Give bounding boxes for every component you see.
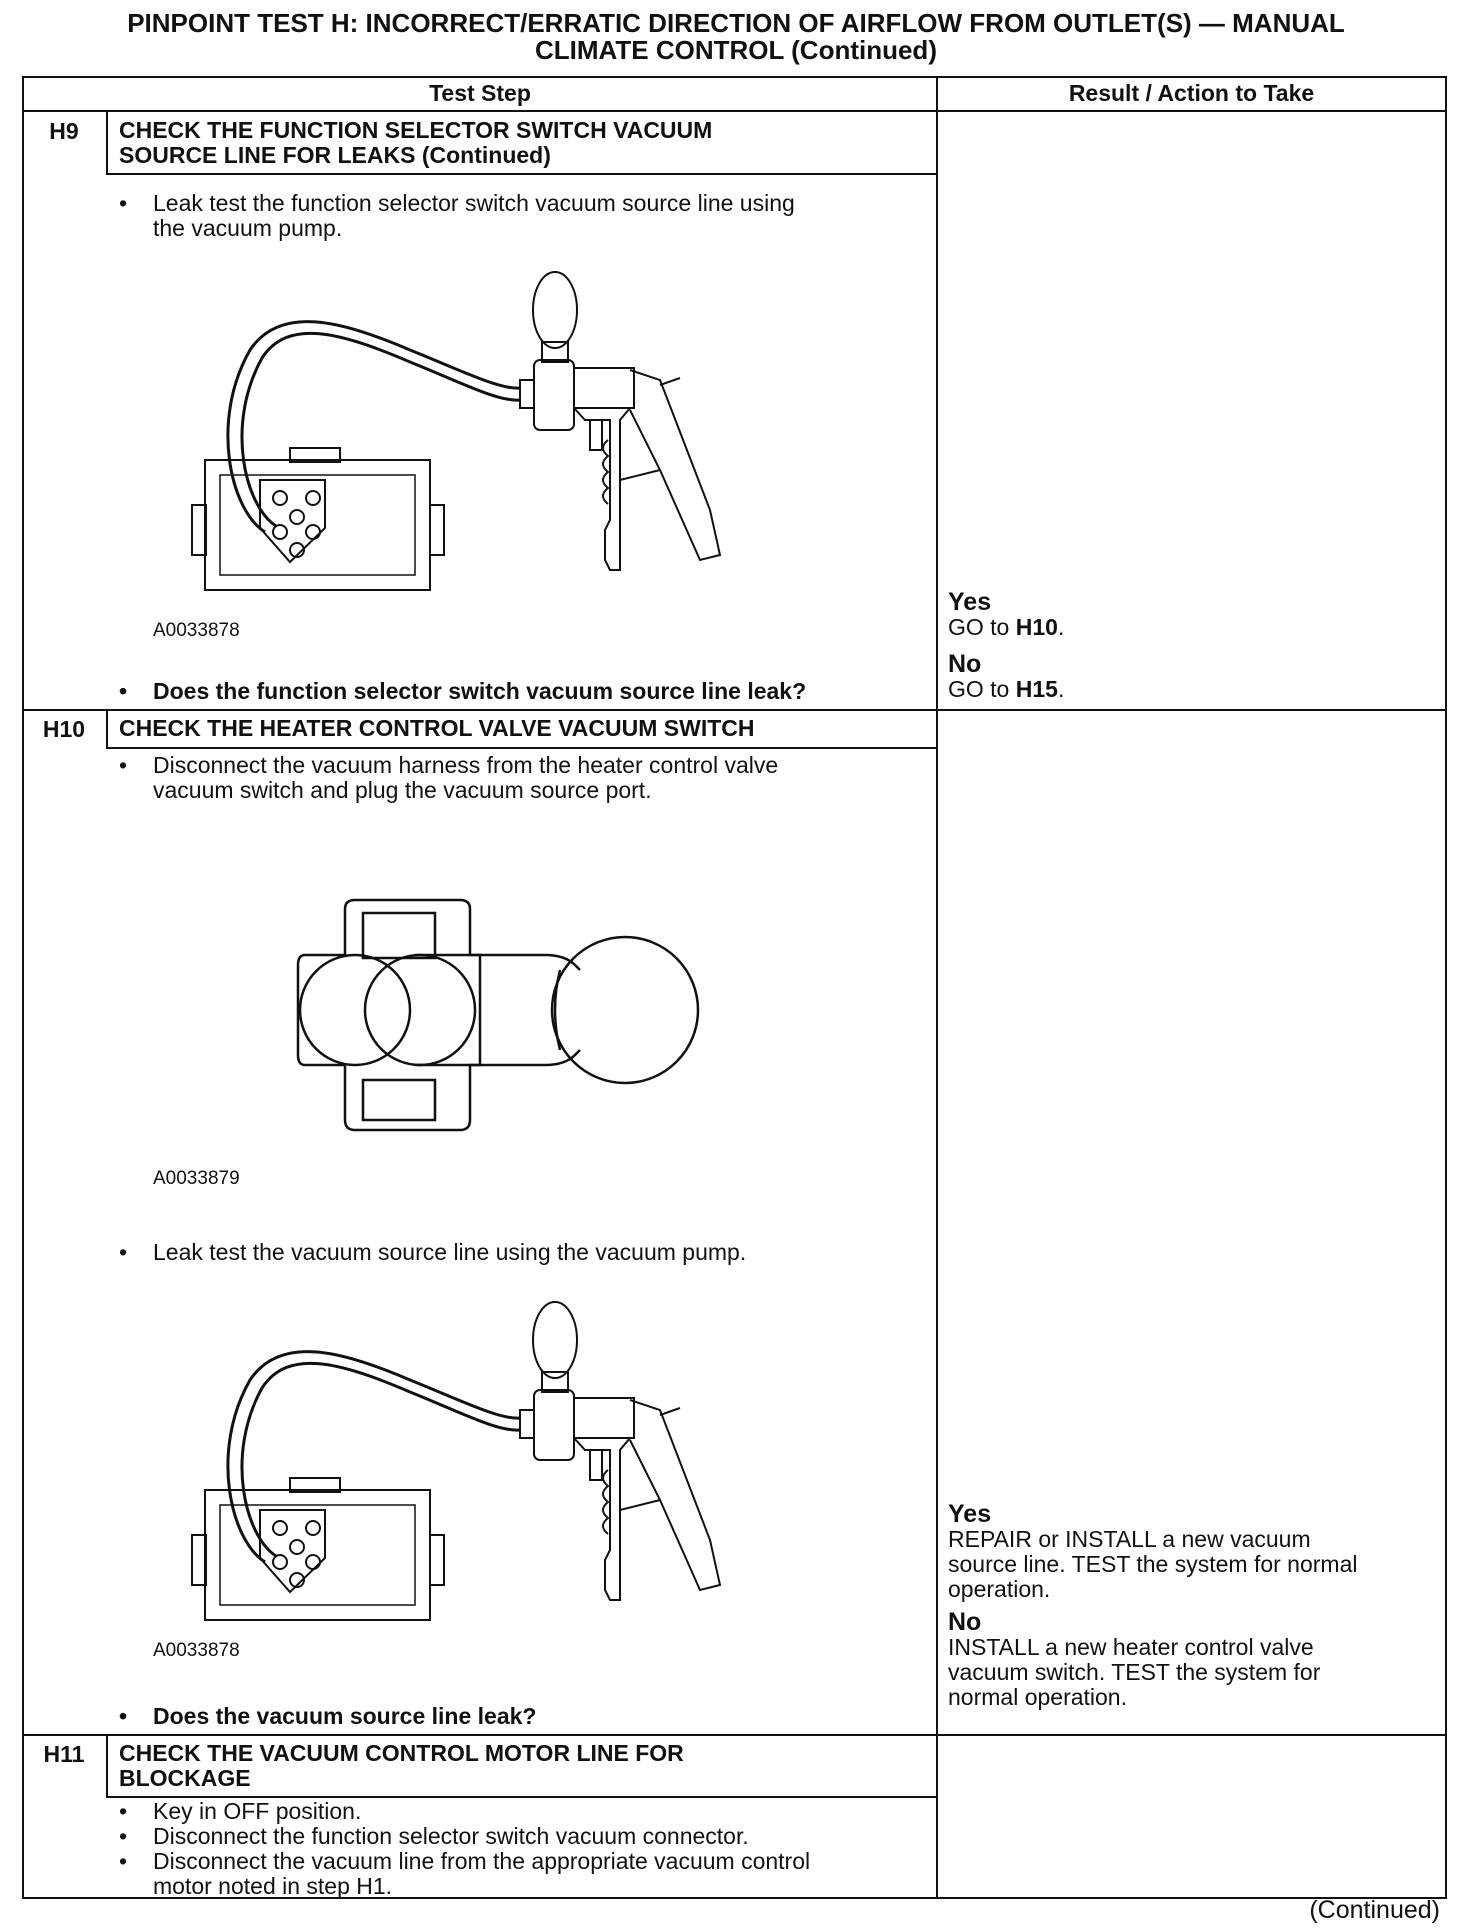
instruction-text: Leak test the vacuum source line using the vacuum pump. <box>153 1239 747 1265</box>
step-id-divider <box>106 112 108 174</box>
page-title-line1: PINPOINT TEST H: INCORRECT/ERRATIC DIRECTION OF AIRFLOW FROM OUTLET(S) — MANUAL <box>127 8 1345 38</box>
column-divider <box>936 76 938 1899</box>
page-title-line2: CLIMATE CONTROL (Continued) <box>535 35 937 65</box>
instruction-text: vacuum switch and plug the vacuum source port. <box>153 777 652 803</box>
row-divider <box>22 1734 1447 1736</box>
result-no-text <box>948 677 1418 702</box>
result-text: INSTALL a new heater control valve <box>948 1634 1314 1660</box>
result-text: source line. TEST the system for normal <box>948 1551 1358 1577</box>
vacuum-pump-illustration <box>190 270 760 600</box>
figure-code: A0033879 <box>153 1168 240 1189</box>
step-id-h10: H10 <box>42 716 86 742</box>
step-title-line: CHECK THE VACUUM CONTROL MOTOR LINE FOR <box>119 1740 684 1766</box>
figure-code: A0033878 <box>153 620 240 641</box>
step-title-h10: CHECK THE HEATER CONTROL VALVE VACUUM SWITCH <box>119 715 755 741</box>
instruction-item <box>119 1240 746 1265</box>
instruction-text: the vacuum pump. <box>153 215 343 241</box>
instruction-item <box>119 753 778 803</box>
instruction-text: Leak test the function selector switch vacuum source line using <box>153 190 795 216</box>
result-no-label: No <box>948 650 982 678</box>
instruction-item <box>119 1799 361 1824</box>
question-text: Does the function selector switch vacuum source line leak? <box>153 678 807 704</box>
question-item <box>119 679 806 704</box>
step-reference: H15 <box>1015 676 1058 702</box>
result-yes-label: Yes <box>948 1500 992 1528</box>
row-divider <box>106 173 938 175</box>
bullet: • <box>119 1798 128 1824</box>
bullet: • <box>119 1239 128 1265</box>
header-divider <box>22 110 1447 112</box>
result-no-label: No <box>948 1608 982 1636</box>
result-text: GO to <box>948 614 1016 640</box>
step-title-line: SOURCE LINE FOR LEAKS (Continued) <box>119 142 551 168</box>
result-text: operation. <box>948 1576 1051 1602</box>
instruction-item <box>119 1824 749 1849</box>
bullet: • <box>119 752 128 778</box>
row-divider <box>106 747 938 749</box>
result-yes-text <box>948 615 1418 640</box>
result-h10 <box>948 1502 1418 1710</box>
header-result: Result / Action to Take <box>1068 80 1315 106</box>
instruction-text: motor noted in step H1. <box>153 1873 393 1899</box>
figure-code: A0033878 <box>153 1640 240 1661</box>
step-title-h9 <box>119 118 712 168</box>
result-text: . <box>1057 676 1065 702</box>
instruction-item <box>119 191 795 241</box>
instruction-text: Disconnect the vacuum harness from the heater control valve <box>153 752 779 778</box>
bullet: • <box>119 678 128 704</box>
step-id-divider <box>106 710 108 748</box>
bullet: • <box>119 1703 128 1729</box>
result-text: vacuum switch. TEST the system for <box>948 1659 1321 1685</box>
instruction-text: Disconnect the vacuum line from the appropriate vacuum control <box>153 1848 811 1874</box>
question-text: Does the vacuum source line leak? <box>153 1703 537 1729</box>
instruction-item <box>119 1849 810 1899</box>
continued-label: (Continued) <box>1309 1896 1440 1924</box>
result-text: normal operation. <box>948 1684 1127 1710</box>
instruction-text: Disconnect the function selector switch vacuum connector. <box>153 1823 749 1849</box>
vacuum-switch-illustration <box>295 895 705 1155</box>
vacuum-pump-illustration <box>190 1300 760 1630</box>
step-id-divider <box>106 1735 108 1797</box>
step-title-line: BLOCKAGE <box>119 1765 251 1791</box>
step-id-h9: H9 <box>49 118 79 144</box>
step-id-h11: H11 <box>43 1741 85 1767</box>
result-yes-label: Yes <box>948 588 992 616</box>
page-title <box>20 10 1452 64</box>
bullet: • <box>119 1823 128 1849</box>
result-text: REPAIR or INSTALL a new vacuum <box>948 1526 1311 1552</box>
result-text: GO to <box>948 676 1016 702</box>
step-title-line: CHECK THE FUNCTION SELECTOR SWITCH VACUUM <box>119 117 713 143</box>
bullet: • <box>119 190 128 216</box>
bullet: • <box>119 1848 128 1874</box>
header-test-step: Test Step <box>429 80 531 106</box>
result-text: . <box>1057 614 1065 640</box>
question-item <box>119 1704 536 1729</box>
step-title-h11 <box>119 1741 684 1791</box>
instruction-text: Key in OFF position. <box>153 1798 362 1824</box>
step-reference: H10 <box>1015 614 1058 640</box>
result-h9 <box>948 590 1418 702</box>
row-divider <box>22 709 1447 711</box>
